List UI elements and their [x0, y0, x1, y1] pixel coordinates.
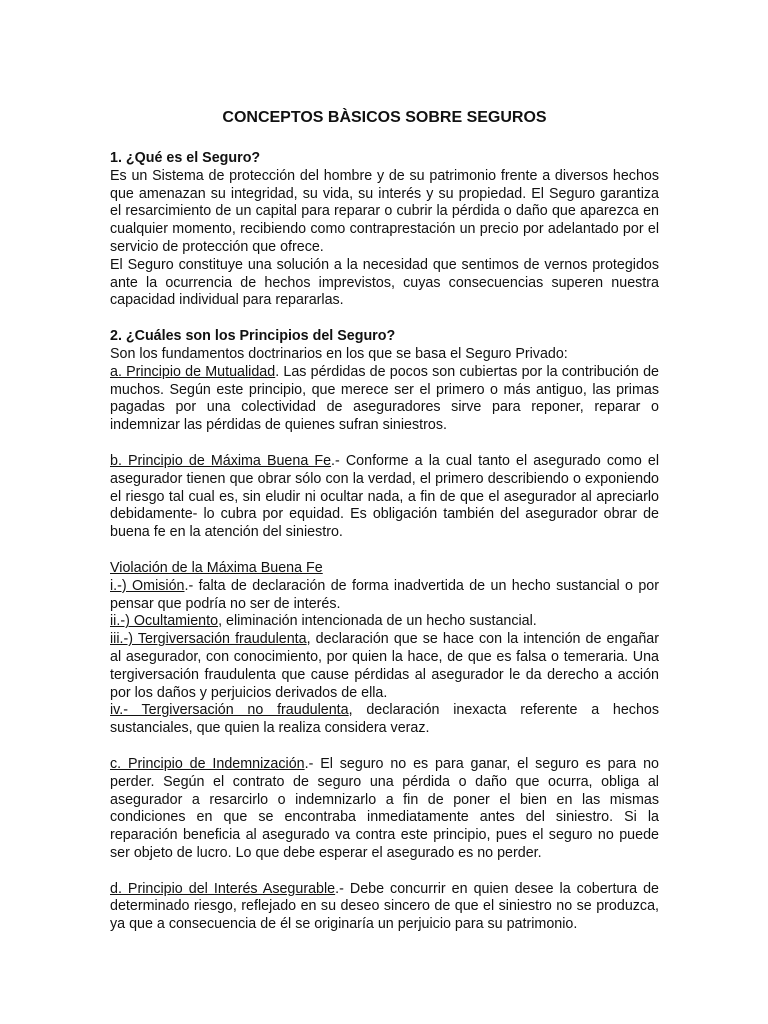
- principle-b-text: .- Conforme a la cual tanto el asegurado como el asegurador tienen que obrar sólo con la verdad, el primero describiendo o exponiendo el riesgo tal cual es, sin eludir ni ocultar nada, a fin de que el asegurador al apreciarlo debidamente- lo cubra por equidad. Es obligación también del asegurador obrar de buena fe en la atención del siniestro.: [110, 452, 659, 541]
- principle-a-text: . Las pérdidas de pocos son cubiertas por la contribución de muchos. Según este principio, que merece ser el primero o más antiguo, las primas pagadas por una colectividad de aseguradores sirve para reponer, reparar o indemnizar las pérdidas de quienes sufran siniestros.: [110, 363, 659, 434]
- violation-1: [110, 578, 659, 614]
- section-1-paragraph-1: Es un Sistema de protección del hombre y de su patrimonio frente a diversos hechos que amenazan su integridad, su vida, su interés y su propiedad. El Seguro garantiza el resarcimiento de un capital para reparar o cubrir la pérdida o daño que aparezca en cualquier momento, recibiendo como contraprestación un precio por adelantado por el servicio de protección que ofrece.: [110, 167, 659, 255]
- principle-b: [110, 453, 659, 542]
- violation-1-text: .- falta de declaración de forma inadvertida de un hecho sustancial o por pensar que podría no ser de interés.: [110, 577, 660, 612]
- violation-title-text: Violación de la Máxima Buena Fe: [110, 559, 323, 576]
- section-2-intro: Son los fundamentos doctrinarios en los que se basa el Seguro Privado:: [110, 345, 568, 362]
- principle-d-text: .- Debe concurrir en quien desee la cobertura de determinado riesgo, reflejado en su deseo sincero de que el siniestro no se produzca, ya que a consecuencia de él se originaría un perjuicio para su patrimonio.: [110, 880, 659, 933]
- violation-4-text: , declaración inexacta referente a hechos sustanciales, que quien la realiza considera veraz.: [110, 702, 659, 737]
- violation-1-term: i.-) Omisión: [110, 577, 185, 594]
- principle-c-term: c. Principio de Indemnización: [110, 755, 305, 772]
- spacer: [110, 435, 659, 453]
- section-1-paragraph-2: El Seguro constituye una solución a la necesidad que sentimos de vernos protegidos ante la ocurrencia de hechos imprevistos, cuyas consecuencias superen nuestra capacidad individual para repararlas.: [110, 256, 659, 309]
- section-1-heading: 1. ¿Qué es el Seguro?: [110, 150, 261, 166]
- document-page: [110, 108, 659, 934]
- principle-a-term: a. Principio de Mutualidad: [110, 363, 276, 380]
- principle-c-text: .- El seguro no es para ganar, el seguro es para no perder. Según el contrato de seguro una pérdida o daño que ocurra, obliga al asegurador a resarcirlo o indemnizarlo a fin de poner el bien en las mismas condiciones en que se encontraba inmediatamente antes del siniestro. Si la reparación beneficia al asegurado va contra este principio, pues el seguro no puede ser objeto de lucro. Lo que debe esperar el asegurado es no perder.: [110, 755, 659, 861]
- document-title: CONCEPTOS BÀSICOS SOBRE SEGUROS: [222, 109, 547, 126]
- violation-2: [110, 613, 659, 631]
- principle-c: [110, 756, 659, 863]
- spacer: [110, 310, 659, 328]
- spacer: [110, 863, 659, 881]
- violation-4: [110, 702, 659, 738]
- violation-4-term: iv.- Tergiversación no fraudulenta: [110, 702, 349, 719]
- violation-2-term: ii.-) Ocultamiento: [110, 613, 219, 630]
- spacer: [110, 542, 659, 560]
- section-2-heading: 2. ¿Cuáles son los Principios del Seguro?: [110, 328, 396, 345]
- principle-d: [110, 881, 659, 934]
- violation-3: [110, 631, 659, 702]
- violation-2-text: , eliminación intencionada de un hecho sustancial.: [218, 613, 537, 630]
- violation-3-text: , declaración que se hace con la intención de engañar al asegurador, con conocimiento, por quien la hace, de que es falsa o temeraria. Una tergiversación fraudulenta que cause pérdidas al asegurador le da derecho a acción por los daños y perjuicios derivados de ella.: [110, 631, 659, 701]
- principle-d-term: d. Principio del Interés Asegurable: [110, 880, 336, 897]
- violation-3-term: iii.-) Tergiversación fraudulenta: [110, 631, 307, 648]
- spacer: [110, 738, 659, 756]
- principle-a: [110, 364, 659, 435]
- principle-b-term: b. Principio de Máxima Buena Fe: [110, 452, 332, 469]
- violation-title: [110, 560, 659, 578]
